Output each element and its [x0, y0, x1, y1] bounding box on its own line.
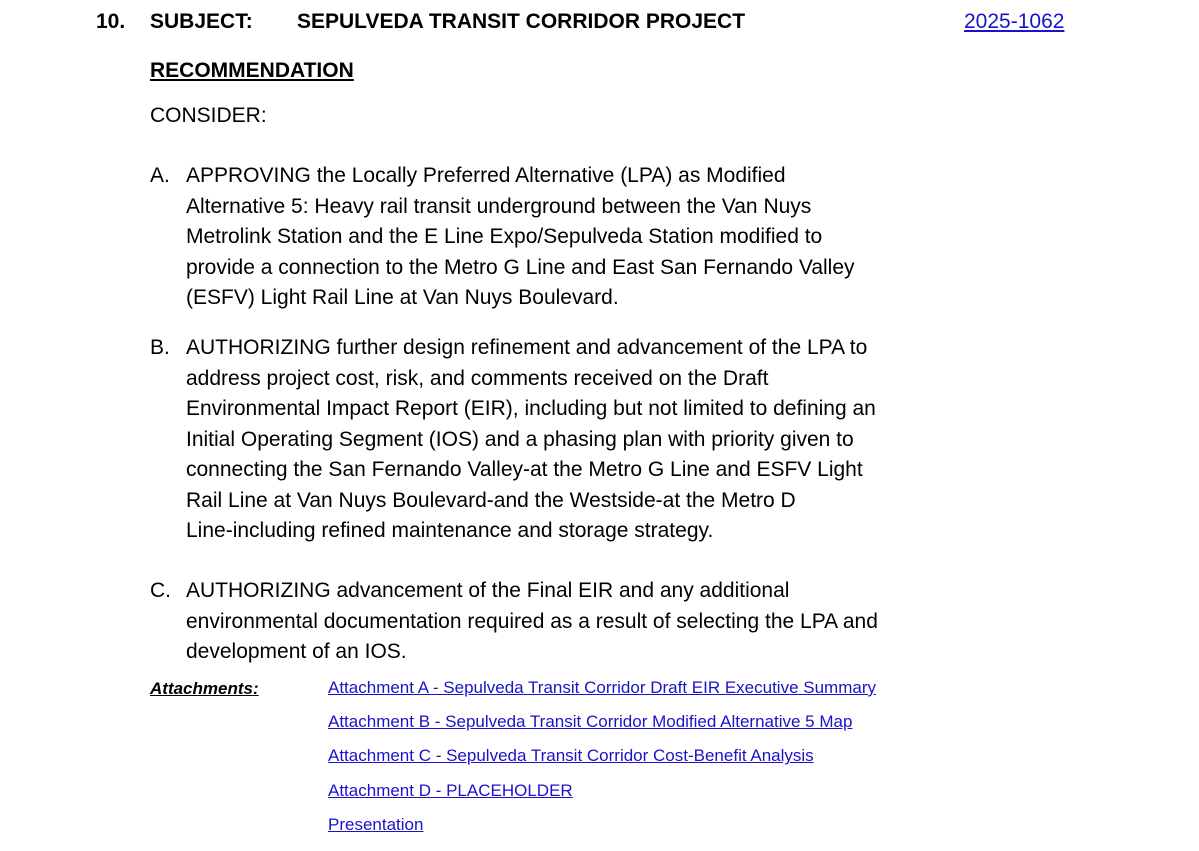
- attachment-b-link[interactable]: Attachment B - Sepulveda Transit Corridor Modified Alternative 5 Map: [328, 712, 853, 732]
- text-line: address project cost, risk, and comments received on the Draft: [186, 366, 769, 390]
- consider-label: CONSIDER:: [150, 104, 267, 127]
- item-number: 10.: [96, 10, 126, 33]
- attachments-label: Attachments:: [150, 679, 259, 698]
- text-line: Alternative 5: Heavy rail transit underground between the Van Nuys: [186, 194, 812, 218]
- recommendation-item-c: [150, 576, 878, 668]
- text-line: APPROVING the Locally Preferred Alternative (LPA) as Modified: [186, 164, 786, 187]
- recommendation-item-b: [150, 333, 876, 547]
- text-line: (ESFV) Light Rail Line at Van Nuys Boulevard.: [186, 286, 619, 309]
- attachment-a-link[interactable]: Attachment A - Sepulveda Transit Corridor Draft EIR Executive Summary: [328, 678, 876, 697]
- subject-title: SEPULVEDA TRANSIT CORRIDOR PROJECT: [297, 10, 746, 33]
- item-text: [186, 576, 878, 668]
- text-line: Metrolink Station and the E Line Expo/Sepulveda Station modified to: [186, 225, 823, 248]
- text-line: AUTHORIZING further design refinement and advancement of the LPA to: [186, 336, 868, 359]
- subject-label: SUBJECT:: [150, 10, 253, 33]
- text-line: provide a connection to the Metro G Line and East San Fernando Valley: [186, 255, 855, 279]
- attachment-item: [328, 781, 876, 815]
- item-letter: A.: [150, 164, 170, 187]
- text-line: Environmental Impact Report (EIR), including but not limited to defining an: [186, 397, 876, 420]
- text-line: development of an IOS.: [186, 640, 407, 663]
- attachment-item: [328, 746, 876, 780]
- text-line: AUTHORIZING advancement of the Final EIR and any additional: [186, 579, 790, 602]
- item-text: [186, 161, 855, 314]
- attachment-item: [328, 712, 876, 746]
- text-line: environmental documentation required as a result of selecting the LPA and: [186, 609, 878, 633]
- recommendation-item-a: [150, 161, 855, 314]
- presentation-link[interactable]: Presentation: [328, 814, 424, 834]
- attachments-list: [328, 678, 876, 849]
- text-line: Initial Operating Segment (IOS) and a phasing plan with priority given to: [186, 427, 854, 451]
- item-letter: B.: [150, 336, 170, 359]
- recommendation-heading: RECOMMENDATION: [150, 59, 354, 82]
- item-text: [186, 333, 876, 547]
- attachment-item: [328, 678, 876, 712]
- text-line: connecting the San Fernando Valley-at the Metro G Line and ESFV Light: [186, 458, 863, 481]
- item-letter: C.: [150, 579, 171, 602]
- attachment-c-link[interactable]: Attachment C - Sepulveda Transit Corridor Cost-Benefit Analysis: [328, 746, 814, 766]
- text-line: Rail Line at Van Nuys Boulevard-and the Westside-at the Metro D: [186, 488, 796, 512]
- file-number-link[interactable]: 2025-1062: [964, 10, 1065, 33]
- attachment-item: [328, 815, 876, 849]
- attachment-d-link[interactable]: Attachment D - PLACEHOLDER: [328, 780, 573, 800]
- text-line: Line-including refined maintenance and storage strategy.: [186, 519, 714, 542]
